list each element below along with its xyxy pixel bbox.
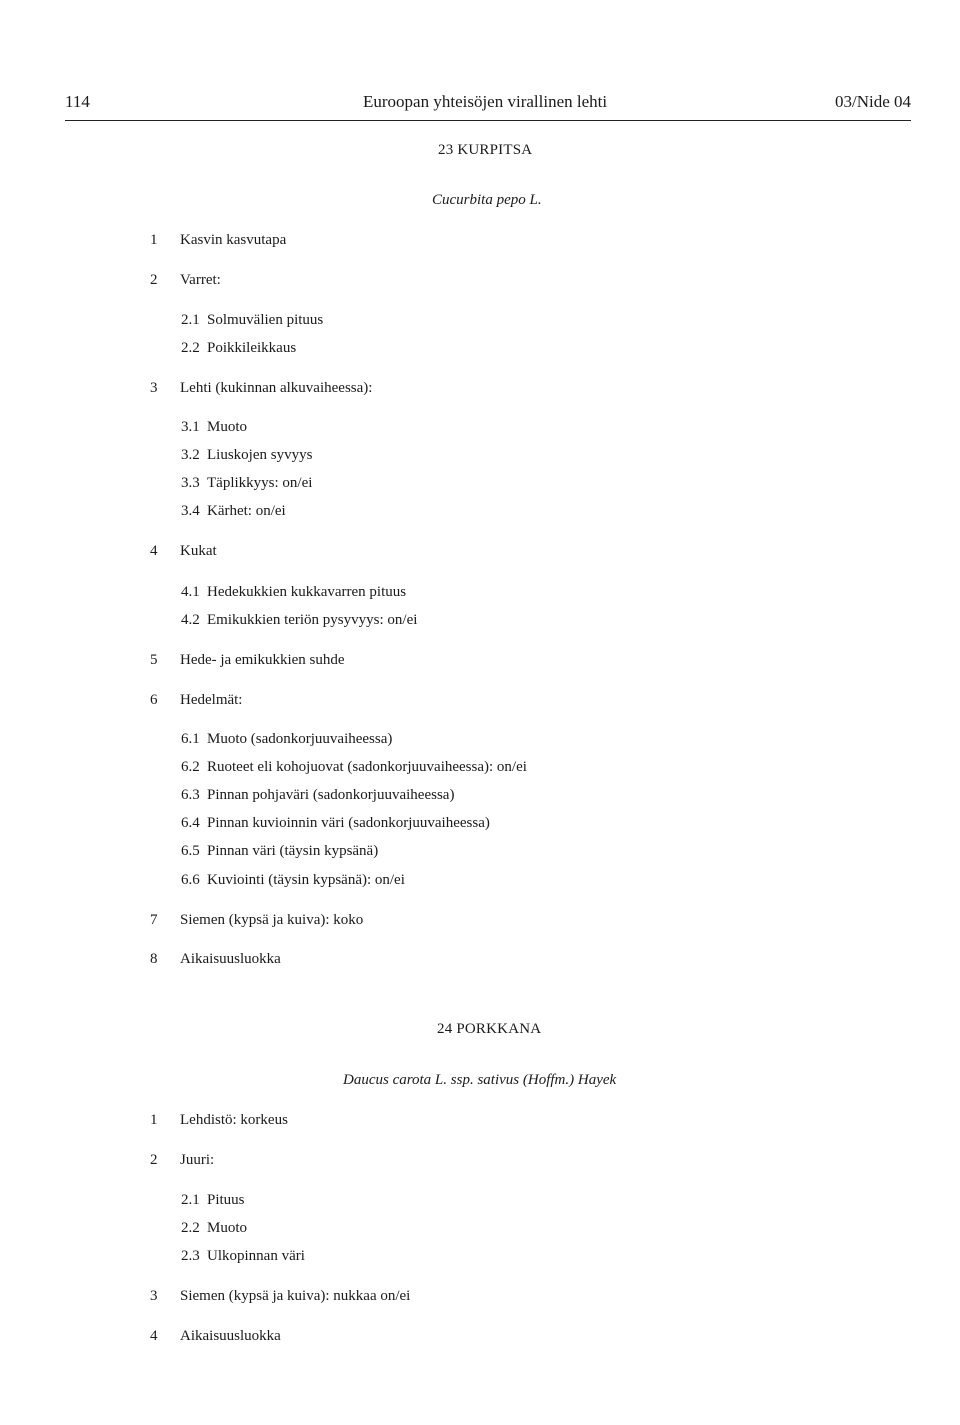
volume-label: 03/Nide 04: [834, 92, 911, 111]
journal-title: Euroopan yhteisöjen virallinen lehti: [363, 92, 608, 111]
section-title-kurpitsa: 23 KURPITSA: [438, 142, 533, 158]
list-item: 1 Lehdistö: korkeus: [150, 1112, 288, 1128]
list-item: 5 Hede- ja emikukkien suhde: [150, 652, 345, 668]
list-item: 6 Hedelmät:: [150, 692, 243, 708]
list-subitem: 6.5 Pinnan väri (täysin kypsänä): [181, 843, 379, 859]
list-item: 8 Aikaisuusluokka: [150, 951, 281, 967]
list-item: 2 Juuri:: [150, 1152, 215, 1168]
list-subitem: 6.1 Muoto (sadonkorjuuvaiheessa): [181, 731, 393, 747]
list-subitem: 3.2 Liuskojen syvyys: [181, 447, 313, 463]
list-subitem: 2.3 Ulkopinnan väri: [181, 1248, 305, 1264]
list-subitem: 2.1 Solmuvälien pituus: [181, 312, 324, 328]
list-subitem: 3.4 Kärhet: on/ei: [181, 503, 286, 519]
list-subitem: 6.4 Pinnan kuvioinnin väri (sadonkorjuuvaiheessa): [181, 815, 490, 831]
list-subitem: 6.3 Pinnan pohjaväri (sadonkorjuuvaiheessa): [181, 787, 455, 803]
species-name-kurpitsa: Cucurbita pepo L.: [432, 192, 542, 208]
list-subitem: 2.1 Pituus: [181, 1192, 245, 1208]
list-subitem: 6.2 Ruoteet eli kohojuovat (sadonkorjuuvaiheessa): on/ei: [181, 759, 527, 775]
list-subitem: 2.2 Muoto: [181, 1220, 248, 1236]
list-subitem: 6.6 Kuviointi (täysin kypsänä): on/ei: [181, 872, 405, 888]
list-item: 7 Siemen (kypsä ja kuiva): koko: [150, 912, 364, 928]
list-subitem: 4.2 Emikukkien teriön pysyvyys: on/ei: [181, 612, 418, 628]
list-subitem: 3.1 Muoto: [181, 419, 248, 435]
page-header: [65, 92, 911, 121]
list-item: 4 Kukat: [150, 543, 217, 559]
list-subitem: 3.3 Täplikkyys: on/ei: [181, 475, 313, 491]
list-item: 1 Kasvin kasvutapa: [150, 232, 287, 248]
list-subitem: 2.2 Poikkileikkaus: [181, 340, 297, 356]
species-name-porkkana: Daucus carota L. ssp. sativus (Hoffm.) Hayek: [343, 1072, 617, 1088]
list-item: 3 Siemen (kypsä ja kuiva): nukkaa on/ei: [150, 1288, 411, 1304]
page-number: 114: [65, 92, 90, 111]
section-title-porkkana: 24 PORKKANA: [437, 1021, 542, 1037]
list-item: 2 Varret:: [150, 272, 221, 288]
list-subitem: 4.1 Hedekukkien kukkavarren pituus: [181, 584, 407, 600]
list-item: 4 Aikaisuusluokka: [150, 1328, 281, 1344]
list-item: 3 Lehti (kukinnan alkuvaiheessa):: [150, 380, 373, 396]
